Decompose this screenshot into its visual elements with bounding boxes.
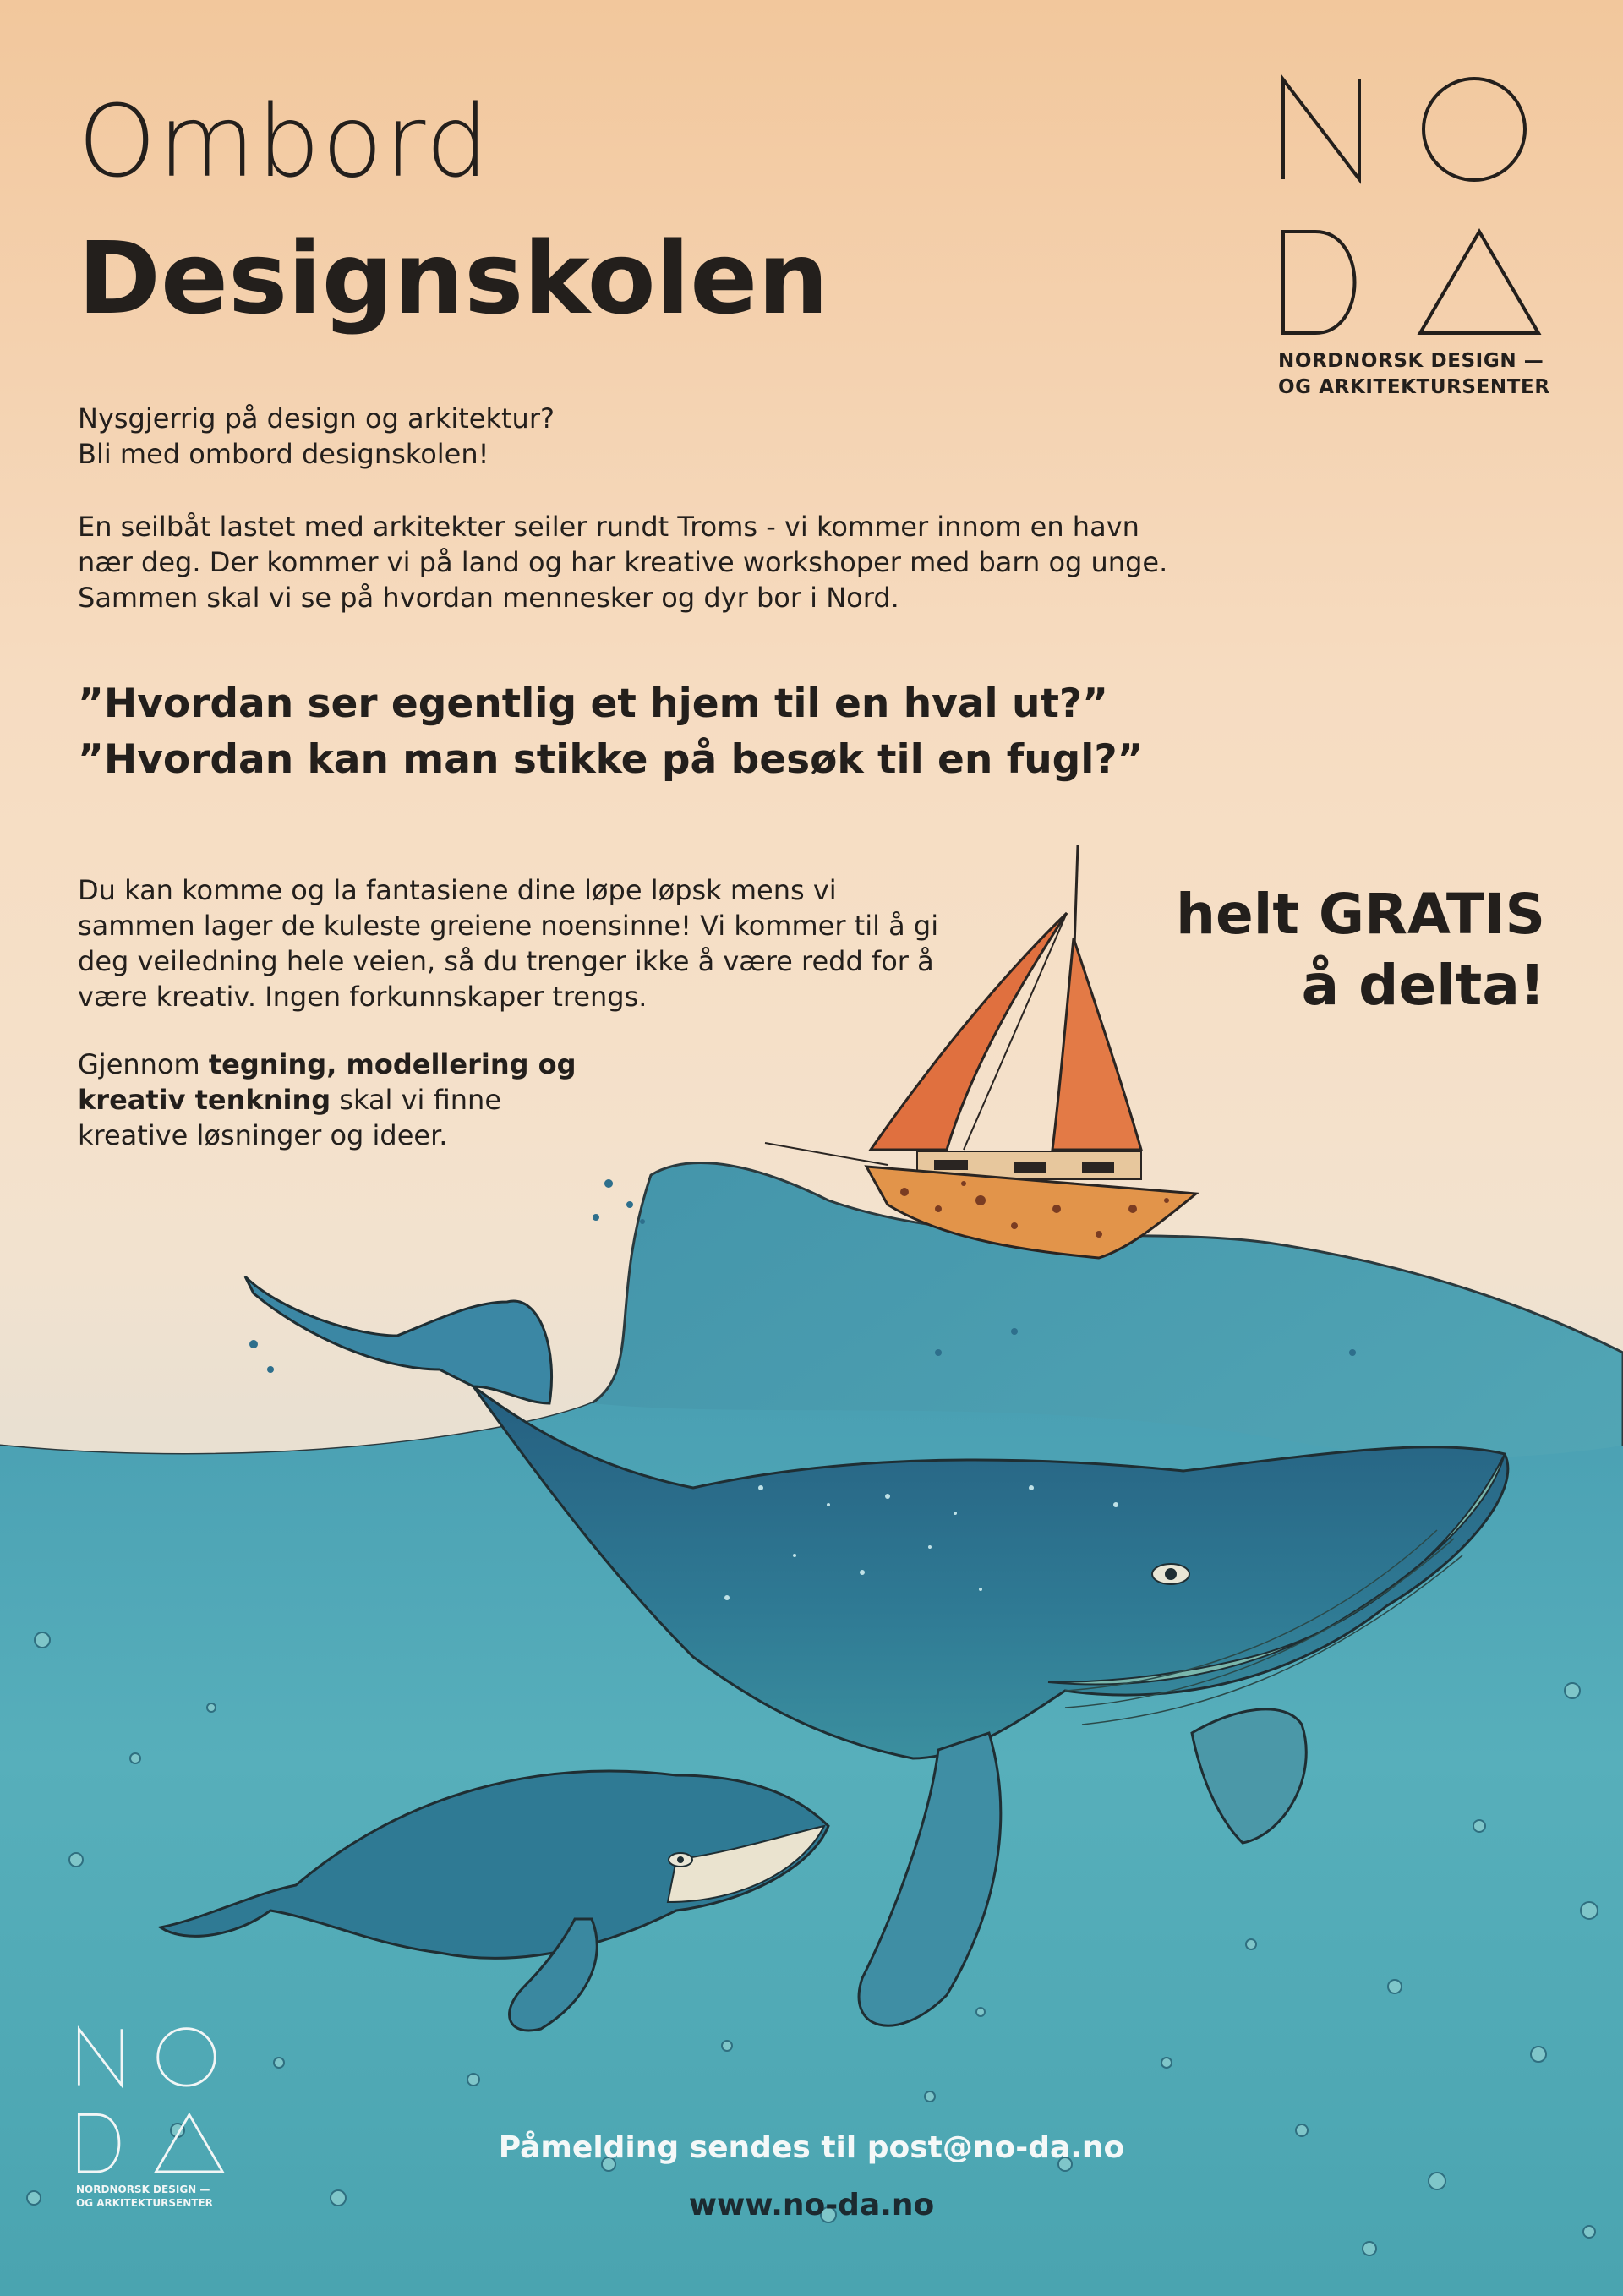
signup-info: Påmelding sendes til post@no-da.no <box>498 2130 1125 2165</box>
website-link[interactable]: www.no-da.no <box>688 2188 935 2222</box>
noda-logo-small <box>76 2025 228 2210</box>
question-whale: ”Hvordan ser egentlig et hjem til en hval ut?” <box>78 681 1109 727</box>
logo-subtitle-line-1: NORDNORSK DESIGN — <box>76 2184 210 2195</box>
sail-back <box>1052 938 1141 1150</box>
intro-line: Sammen skal vi se på hvordan mennesker og dyr bor i Nord. <box>78 582 899 614</box>
body-bold-text: tegning, modellering og kreativ tenkning <box>78 1048 577 1116</box>
free-callout-line-2: å delta! <box>1301 953 1545 1018</box>
body-line: sammen lager de kuleste greiene noensinne! Vi kommer til å gi <box>78 910 939 942</box>
body-paragraph-1 <box>78 872 974 1014</box>
intro-paragraph-1 <box>78 401 1210 472</box>
noda-logo-mark <box>1278 74 1549 336</box>
body-line: Du kan komme og la fantasiene dine løpe løpsk mens vi <box>78 874 837 906</box>
question-bird: ”Hvordan kan man stikke på besøk til en fugl?” <box>78 736 1144 783</box>
intro-line: Nysgjerrig på design og arkitektur? <box>78 402 555 435</box>
title-designskolen: Designskolen <box>78 220 829 336</box>
intro-line: nær deg. Der kommer vi på land og har kreative workshoper med barn og unge. <box>78 546 1168 578</box>
body-text: Gjennom <box>78 1048 209 1080</box>
free-callout-line-1: helt GRATIS <box>1176 882 1545 947</box>
body-line: være kreativ. Ingen forkunnskaper trengs. <box>78 981 648 1013</box>
free-callout <box>1176 879 1545 1021</box>
noda-logo <box>1278 74 1549 401</box>
intro-paragraph-2 <box>78 509 1210 615</box>
logo-subtitle-line-1: NORDNORSK DESIGN — <box>1278 350 1544 372</box>
logo-subtitle <box>1278 348 1549 401</box>
big-whale-tail <box>245 1276 552 1403</box>
logo-subtitle-line-2: OG ARKITEKTURSENTER <box>1278 376 1550 398</box>
logo-subtitle-line-2: OG ARKITEKTURSENTER <box>76 2197 213 2209</box>
body-paragraph-2 <box>78 1047 619 1153</box>
body-line: deg veiledning hele veien, så du trenger ikke å være redd for å <box>78 945 934 977</box>
body-text: skal vi finne kreative løsninger og ideer. <box>78 1084 502 1151</box>
title-ombord: Ombord <box>78 83 491 200</box>
intro-line: En seilbåt lastet med arkitekter seiler rundt Troms - vi kommer innom en havn <box>78 511 1139 543</box>
intro-line: Bli med ombord designskolen! <box>78 438 489 470</box>
